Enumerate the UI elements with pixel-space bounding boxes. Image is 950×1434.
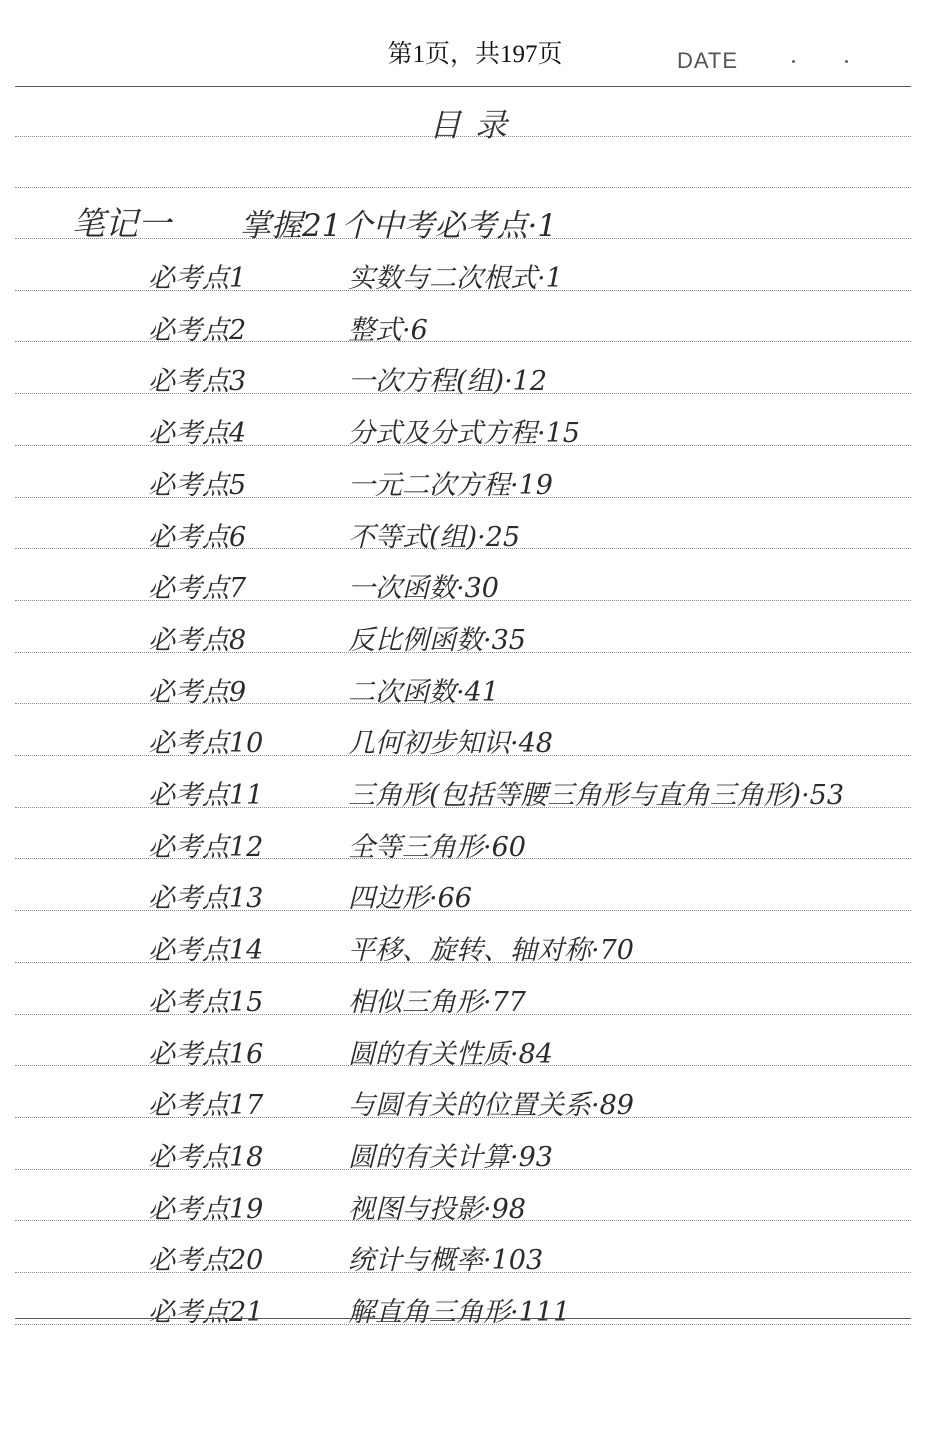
toc-entry-title: 解直角三角形·111 bbox=[348, 1297, 571, 1328]
date-label: DATE bbox=[677, 48, 739, 73]
toc-entry-title: 与圆有关的位置关系·89 bbox=[348, 1090, 634, 1121]
toc-entry-label: 必考点12 bbox=[148, 832, 264, 863]
toc-entry-title: 一元二次方程·19 bbox=[348, 470, 553, 501]
bottom-rule bbox=[15, 1318, 911, 1319]
toc-entry-label: 必考点7 bbox=[148, 573, 247, 604]
toc-entry-label: 必考点8 bbox=[148, 625, 247, 656]
date-separator-dot bbox=[792, 60, 795, 63]
header-rule bbox=[15, 86, 911, 87]
toc-entry-title: 分式及分式方程·15 bbox=[348, 418, 580, 449]
toc-entry-title: 实数与二次根式·1 bbox=[348, 263, 563, 294]
toc-entry-title: 整式·6 bbox=[348, 315, 428, 346]
toc-entry-title: 反比例函数·35 bbox=[348, 625, 526, 656]
toc-entry-label: 必考点4 bbox=[148, 418, 247, 449]
date-separator-dot bbox=[845, 60, 848, 63]
toc-entry-label: 必考点6 bbox=[148, 522, 247, 553]
ruled-line bbox=[15, 187, 911, 188]
toc-entry-title: 四边形·66 bbox=[348, 883, 472, 914]
page-header bbox=[0, 0, 950, 90]
toc-entry-label: 必考点16 bbox=[148, 1039, 264, 1070]
toc-entry-title: 全等三角形·60 bbox=[348, 832, 526, 863]
toc-entry-title: 圆的有关计算·93 bbox=[348, 1142, 553, 1173]
toc-title: 目录 bbox=[428, 106, 521, 144]
toc-entry-label: 必考点21 bbox=[148, 1297, 264, 1328]
toc-entry-title: 统计与概率·103 bbox=[348, 1245, 544, 1276]
toc-entry-title: 不等式(组)·25 bbox=[348, 522, 521, 553]
toc-entry-label: 必考点3 bbox=[148, 366, 247, 397]
toc-entry-title: 二次函数·41 bbox=[348, 677, 499, 708]
toc-entry-label: 必考点20 bbox=[148, 1245, 264, 1276]
toc-entry-label: 必考点15 bbox=[148, 987, 264, 1018]
toc-entry-label: 必考点17 bbox=[148, 1090, 264, 1121]
toc-entry-label: 必考点11 bbox=[148, 780, 264, 811]
page-counter: 第1页，共197页 bbox=[387, 41, 563, 68]
toc-entry-label: 必考点5 bbox=[148, 470, 247, 501]
toc-entry-label: 必考点14 bbox=[148, 935, 264, 966]
toc-entry-label: 必考点2 bbox=[148, 315, 247, 346]
toc-entry-label: 必考点9 bbox=[148, 677, 247, 708]
toc-entry-title: 一次方程(组)·12 bbox=[348, 366, 548, 397]
toc-entry-title: 相似三角形·77 bbox=[348, 987, 526, 1018]
toc-entry-title: 几何初步知识·48 bbox=[348, 728, 553, 759]
toc-entry-label: 必考点13 bbox=[148, 883, 264, 914]
chapter-label: 笔记一 bbox=[72, 204, 171, 243]
toc-entry-label: 必考点1 bbox=[148, 263, 247, 294]
toc-entry-label: 必考点19 bbox=[148, 1194, 264, 1225]
toc-entry-label: 必考点10 bbox=[148, 728, 264, 759]
chapter-title: 掌握21个中考必考点·1 bbox=[240, 208, 558, 244]
toc-entry-title: 三角形(包括等腰三角形与直角三角形)·53 bbox=[348, 780, 845, 811]
toc-entry-title: 视图与投影·98 bbox=[348, 1194, 526, 1225]
toc-entry-label: 必考点18 bbox=[148, 1142, 264, 1173]
toc-entry-title: 一次函数·30 bbox=[348, 573, 499, 604]
toc-entry-title: 平移、旋转、轴对称·70 bbox=[348, 935, 634, 966]
toc-entry-title: 圆的有关性质·84 bbox=[348, 1039, 553, 1070]
